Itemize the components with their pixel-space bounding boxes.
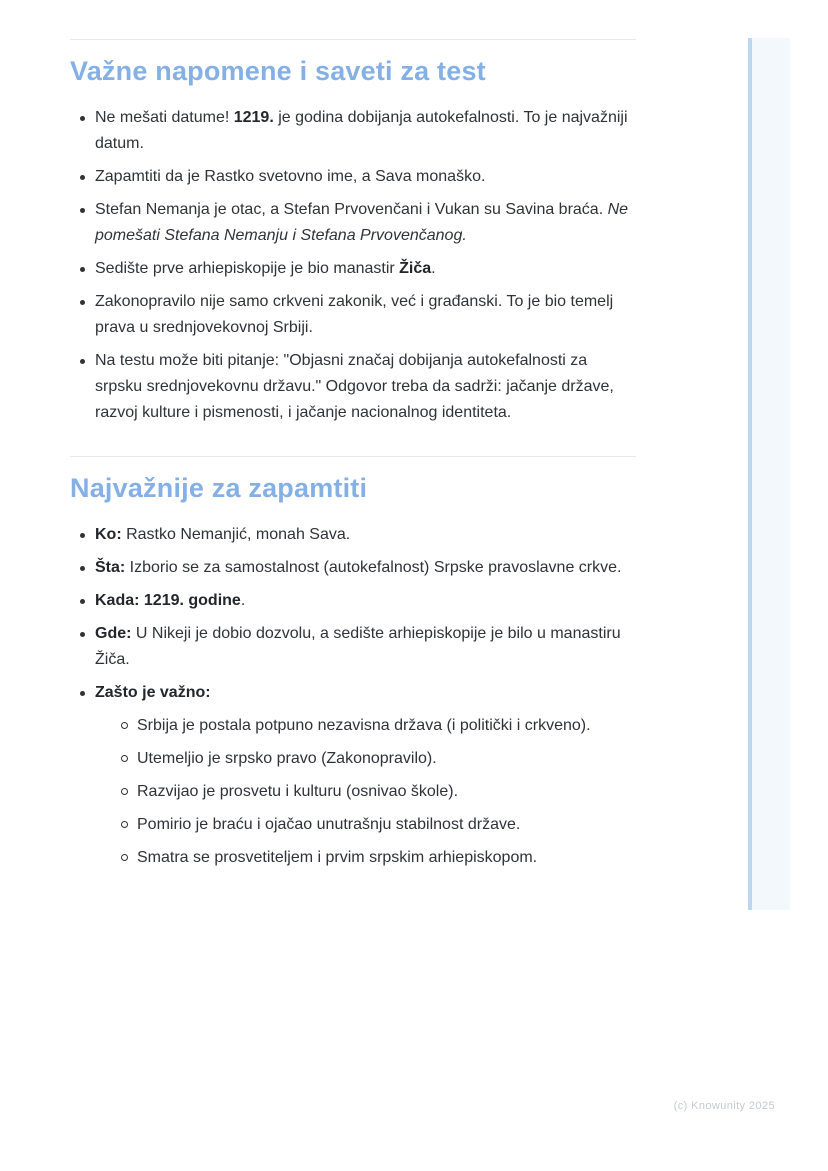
list-item [80,197,636,249]
text-segment: Na testu može biti pitanje: "Objasni značaj dobijanja autokefalnosti za srpsku srednjovekovnu državu." Odgovor treba da sadrži: jačanje države, razvoj kulture i pismenosti, i jačanje nacionalnog identiteta. [95,352,614,421]
list-item [80,680,636,871]
text-segment: Rastko Nemanjić, monah Sava. [121,526,351,543]
text-segment: je godina dobijanja autokefalnosti. To je najvažniji datum. [95,109,628,152]
text-segment: U Nikeji je dobio dozvolu, a sedište arhiepiskopije je bilo u manastiru Žiča. [95,625,621,668]
text-segment: Ne mešati datume! [95,109,234,126]
list-item [80,555,636,581]
list-item [80,164,636,190]
text-segment: Utemeljio je srpsko pravo (Zakonopravilo). [137,750,437,767]
bold-text: Ko: [95,526,122,543]
section-summary [70,456,636,871]
bold-text: Zašto je važno: [95,684,211,701]
sub-list-item [121,779,636,805]
footer-copyright: (c) Knowunity 2025 [673,1100,775,1112]
bold-text: Šta: [95,559,126,576]
sub-bullet-list [95,713,636,871]
sub-list-item [121,845,636,871]
vertical-accent-bar [748,38,790,910]
sub-list-item [121,713,636,739]
bold-text: Gde: [95,625,132,642]
list-item [80,289,636,341]
text-segment: Srbija je postala potpuno nezavisna država (i politički i crkveno). [137,717,591,734]
bold-text: 1219. [233,109,274,126]
list-item [80,522,636,548]
bold-text: Žiča [399,260,432,277]
section-heading: Važne napomene i saveti za test [70,56,486,86]
text-segment: Zakonopravilo nije samo crkveni zakonik, već i građanski. To je bio temelj prava u srednjovekovnoj Srbiji. [95,293,614,336]
text-segment: . [431,260,436,277]
section-notes [70,39,636,426]
section-divider [70,456,636,457]
italic-text: Ne pomešati Stefana Nemanju i Stefana Prvovenčanog. [95,201,629,244]
bullet-list [70,105,636,426]
text-segment: Sedište prve arhiepiskopije je bio manastir [95,260,400,277]
sub-list-item [121,746,636,772]
text-segment: Zapamtiti da je Rastko svetovno ime, a Sava monaško. [95,168,486,185]
list-item [80,105,636,157]
section-divider [70,39,636,40]
section-heading: Najvažnije za zapamtiti [70,473,368,503]
text-segment: Izborio se za samostalnost (autokefalnost) Srpske pravoslavne crkve. [125,559,622,576]
text-segment: . [240,592,246,609]
text-segment: Razvijao je prosvetu i kulturu (osnivao škole). [137,783,459,800]
document-content [70,0,636,878]
list-item [80,621,636,673]
text-segment: Stefan Nemanja je otac, a Stefan Prvovenčani i Vukan su Savina braća. [95,201,608,218]
list-item [80,348,636,426]
bullet-list [70,522,636,871]
text-segment: Smatra se prosvetiteljem i prvim srpskim arhiepiskopom. [137,849,538,866]
sub-list-item [121,812,636,838]
text-segment: Pomirio je braću i ojačao unutrašnju stabilnost države. [137,816,521,833]
bold-text: Kada: 1219. godine [95,592,241,609]
list-item [80,256,636,282]
list-item [80,588,636,614]
